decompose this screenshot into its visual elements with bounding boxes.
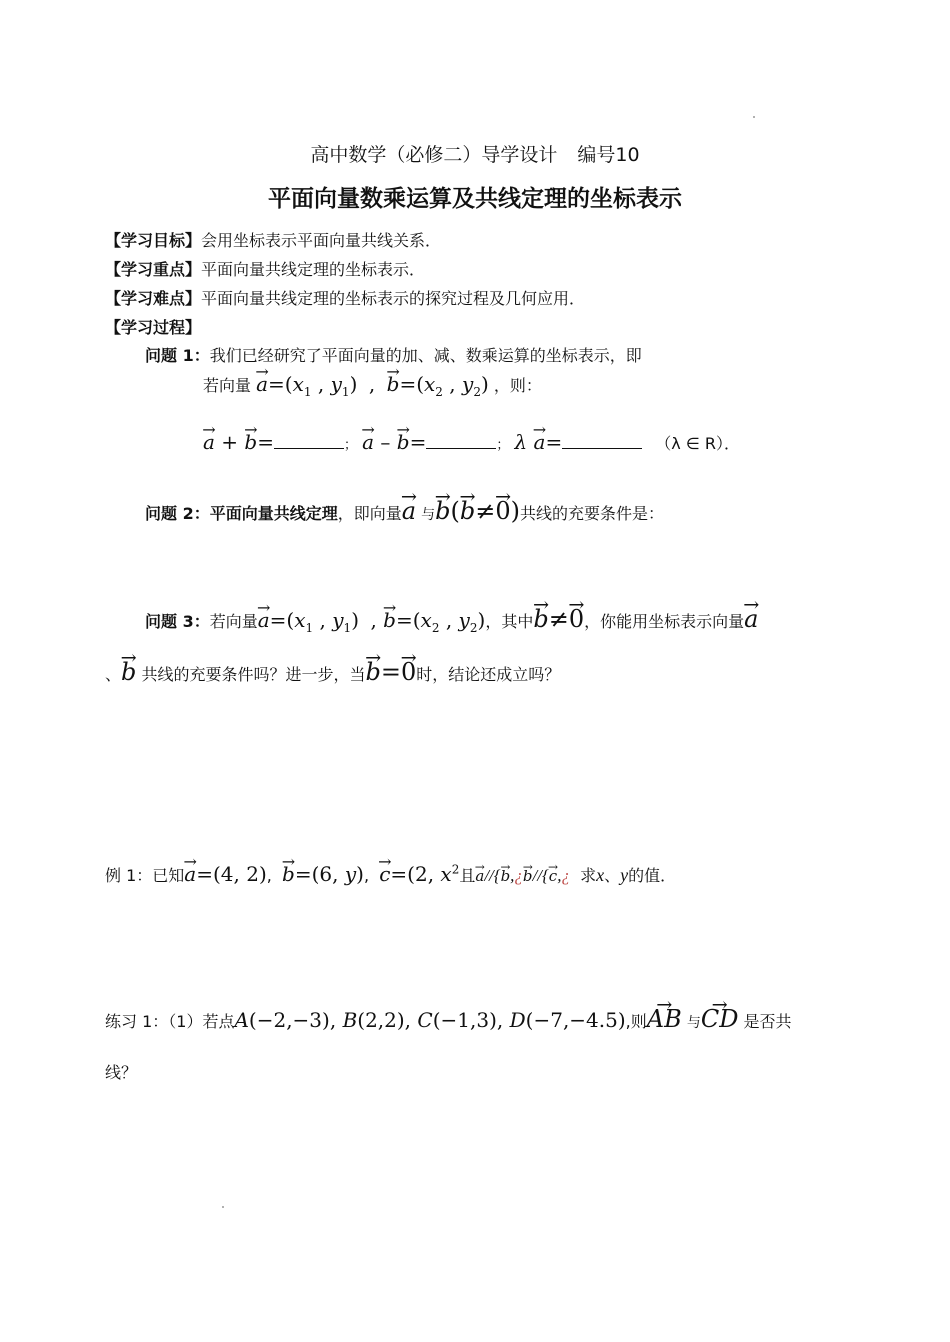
example1-label: 例 1：已知 xyxy=(105,866,185,885)
q3-line2 xyxy=(105,658,560,686)
stray-dot xyxy=(222,1206,224,1208)
q2-text1: ，即向量 xyxy=(337,504,402,523)
goal-text: 会用坐标表示平面向量共线关系． xyxy=(201,231,442,250)
q3-b-zero: → b=→ 0 xyxy=(366,658,417,686)
q3-a-symbol: → a xyxy=(744,605,758,633)
example1-vector-b: → b=(6, y) xyxy=(282,862,364,886)
q2-label: 问题 2： xyxy=(145,504,210,523)
q1-lambda-cond: （λ ∈ R）． xyxy=(655,434,740,453)
exercise1-then: 则 xyxy=(630,1012,647,1031)
q2-with: 与 xyxy=(421,507,436,523)
q3-lead: 若向量 xyxy=(209,612,258,631)
difficulty-line xyxy=(105,286,585,309)
key-label: 【学习重点】 xyxy=(105,260,202,279)
exercise1-ask1: 是否共 xyxy=(743,1012,792,1031)
difficulty-text: 平面向量共线定理的坐标表示的探究过程及几何应用． xyxy=(201,289,586,308)
process-label: 【学习过程】 xyxy=(105,318,202,337)
q3-vector-a: → $a=(x_1$ , $y_1$) xyxy=(258,608,359,632)
q1-then: ，则： xyxy=(493,376,542,395)
q3-line1: 问题 3：若向量→ $a=(x_1$ , $y_1$) , → $b=(x_2$ , $y_2$)，其中→ b≠→ 0，你能用坐标表示向量→ a xyxy=(145,605,758,635)
example1-condition: → a//{→ b,¿→ b//{→ c,¿ xyxy=(475,866,570,885)
example1-vector-c: → c=(2, $x^2$ xyxy=(379,862,459,886)
q2-text2: 共线的充要条件是： xyxy=(520,504,665,523)
q2-theorem: 平面向量共线定理 xyxy=(209,504,338,523)
q2-line xyxy=(145,497,664,525)
q3-text1: ，你能用坐标表示向量 xyxy=(584,612,745,631)
q1-lead: 若向量 xyxy=(203,376,252,395)
key-text: 平面向量共线定理的坐标表示． xyxy=(201,260,426,279)
goal-label: 【学习目标】 xyxy=(105,231,202,250)
q1-vector-b: → $b=(x_2$ , $y_2$) xyxy=(387,372,489,396)
q3-label: 问题 3： xyxy=(145,612,210,631)
q1-sum: → a + → b= xyxy=(203,430,344,454)
q3-among: ，其中 xyxy=(485,612,534,631)
example1-vector-a: → a=(4, 2) xyxy=(184,862,266,886)
document-subtitle: 高中数学（必修二）导学设计 编号10 xyxy=(310,144,640,166)
example1-and: 且 xyxy=(459,866,476,885)
q3-sep: 、 xyxy=(105,665,122,684)
exercise1-vector-ab: → AB xyxy=(647,1005,682,1033)
q3-text2: 共线的充要条件吗？进一步，当 xyxy=(141,665,366,684)
exercise1-ask2: 线？ xyxy=(105,1063,138,1082)
example1-ask: 求 xyxy=(580,866,597,885)
q3-b-nonzero: → b≠→ 0 xyxy=(533,605,584,633)
q3-text3: 时，结论还成立吗？ xyxy=(416,665,561,684)
exercise1-label: 练习 1：（1）若点 xyxy=(105,1012,235,1031)
example1-line: 例 1：已知→ a=(4, 2), → b=(6, y), → c=(2, $x^2$且→ a//{→ b,¿→ b//{→ c,¿ 求x、y的值． xyxy=(105,862,676,886)
document-title: 平面向量数乘运算及共线定理的坐标表示 xyxy=(268,186,682,212)
example1-ask-tail: 的值． xyxy=(628,866,677,885)
exercise1-line1: 练习 1：（1）若点A(−2,−3), B(2,2), C(−1,3), D(−7,−4.5),则→ AB 与→ CD 是否共 xyxy=(105,1005,792,1033)
q3-b-symbol: → b xyxy=(121,658,136,686)
goal-line xyxy=(105,228,441,251)
q3-vector-b: → $b=(x_2$ , $y_2$) xyxy=(383,608,485,632)
q1-vector-a: → $a=(x_1$ , $y_1$) xyxy=(256,372,357,396)
q2-vector-b: → b(→ b≠→ 0) xyxy=(435,497,520,525)
exercise1-with: 与 xyxy=(686,1015,701,1031)
q1-scalar: λ → a= xyxy=(514,430,642,454)
difficulty-label: 【学习难点】 xyxy=(105,289,202,308)
q1-formulas: → a + → b= ； → a – → b= ； λ → a= （λ ∈ R）． xyxy=(203,430,740,454)
q1-label: 问题 1： xyxy=(145,346,210,365)
stray-dot xyxy=(753,116,755,118)
q1-vectors: 若向量 → $a=(x_1$ , $y_1$) , → $b=(x_2$ , $y_2$) ，则： xyxy=(203,372,542,399)
exercise1-points: A(−2,−3), B(2,2), C(−1,3), D(−7,−4.5) xyxy=(234,1008,626,1032)
q1-text: 我们已经研究了平面向量的加、减、数乘运算的坐标表示，即 xyxy=(209,346,642,365)
q1-diff: → a – → b= xyxy=(362,430,496,454)
key-line xyxy=(105,257,425,280)
q2-vector-a: → a xyxy=(402,497,416,525)
exercise1-vector-cd: → CD xyxy=(701,1005,739,1033)
